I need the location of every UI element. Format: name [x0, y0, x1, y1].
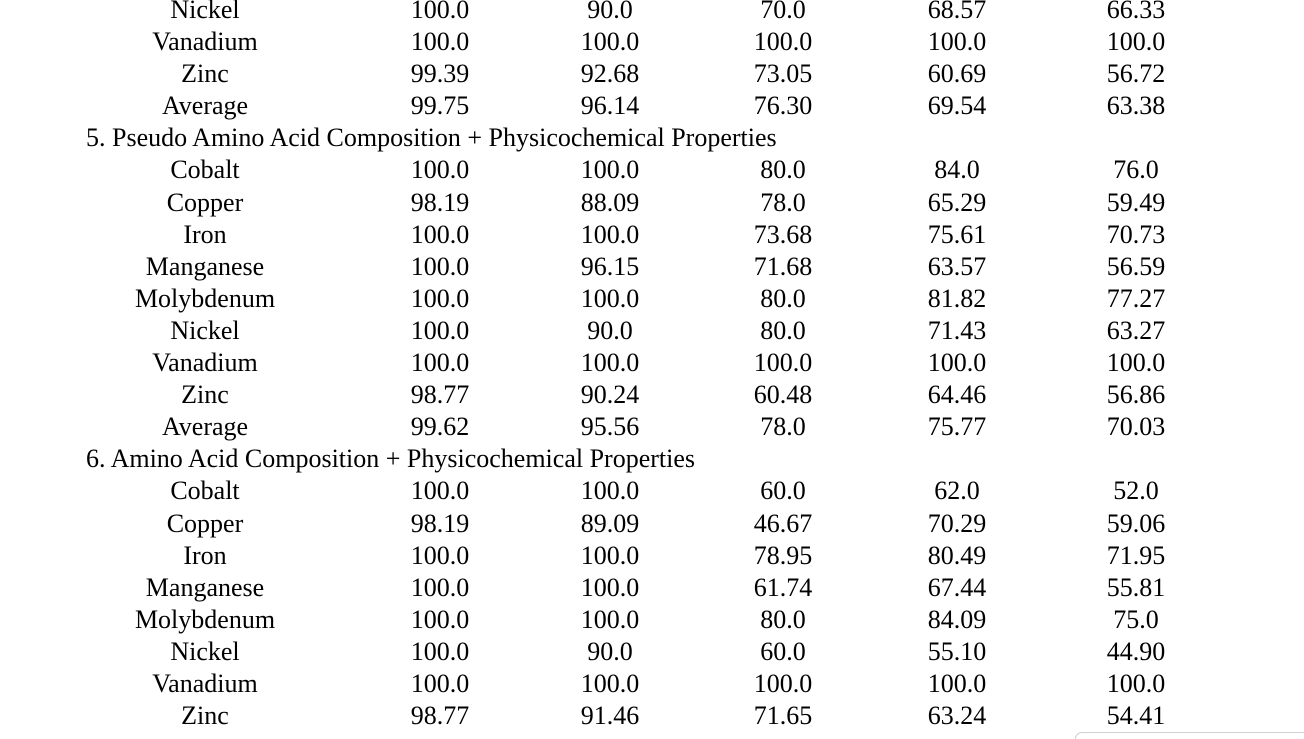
value-cell: 92.68 [580, 59, 640, 89]
table-row [0, 315, 1304, 347]
table-row [0, 604, 1304, 636]
value-cell: 76.0 [1113, 155, 1159, 185]
table-row [0, 540, 1304, 572]
value-cell: 100.0 [927, 348, 987, 378]
metal-name-cell: Average [161, 91, 249, 121]
metal-name-cell: Nickel [170, 0, 240, 24]
value-cell: 100.0 [580, 476, 640, 506]
value-cell: 99.62 [410, 412, 470, 442]
value-cell: 60.0 [760, 636, 806, 666]
value-cell: 75.61 [927, 219, 987, 249]
value-cell: 100.0 [1106, 668, 1166, 698]
value-cell: 89.09 [580, 508, 640, 538]
value-cell: 100.0 [580, 27, 640, 57]
metal-name-cell: Vanadium [152, 348, 258, 378]
value-cell: 100.0 [753, 27, 813, 57]
value-cell: 71.95 [1106, 540, 1166, 570]
value-cell: 96.14 [580, 91, 640, 121]
value-cell: 61.74 [753, 572, 813, 602]
value-cell: 100.0 [580, 155, 640, 185]
metal-name-cell: Iron [183, 219, 227, 249]
value-cell: 100.0 [410, 540, 470, 570]
metal-name-cell: Cobalt [170, 476, 240, 506]
value-cell: 88.09 [580, 187, 640, 217]
metal-name-cell: Average [161, 412, 249, 442]
value-cell: 90.0 [587, 636, 633, 666]
value-cell: 100.0 [580, 283, 640, 313]
table-row [0, 58, 1304, 90]
value-cell: 90.0 [587, 315, 633, 345]
value-cell: 99.75 [410, 91, 470, 121]
value-cell: 75.77 [927, 412, 987, 442]
value-cell: 62.0 [934, 476, 980, 506]
value-cell: 100.0 [1106, 348, 1166, 378]
value-cell: 100.0 [410, 668, 470, 698]
metal-name-cell: Molybdenum [134, 283, 276, 313]
value-cell: 64.46 [927, 380, 987, 410]
metal-name-cell: Nickel [170, 636, 240, 666]
metal-name-cell: Vanadium [152, 27, 258, 57]
value-cell: 90.0 [587, 0, 633, 24]
value-cell: 100.0 [410, 251, 470, 281]
value-cell: 46.67 [753, 508, 813, 538]
table-row [0, 572, 1304, 604]
value-cell: 76.30 [753, 91, 813, 121]
value-cell: 100.0 [927, 668, 987, 698]
value-cell: 73.05 [753, 59, 813, 89]
value-cell: 75.0 [1113, 604, 1159, 634]
value-cell: 100.0 [410, 219, 470, 249]
metal-name-cell: Manganese [145, 572, 265, 602]
table-row [0, 668, 1304, 700]
value-cell: 80.49 [927, 540, 987, 570]
value-cell: 67.44 [927, 572, 987, 602]
metal-name-cell: Cobalt [170, 155, 240, 185]
value-cell: 63.24 [927, 701, 987, 731]
value-cell: 65.29 [927, 187, 987, 217]
table-row [0, 411, 1304, 443]
value-cell: 100.0 [580, 540, 640, 570]
value-cell: 63.38 [1106, 91, 1166, 121]
value-cell: 98.19 [410, 187, 470, 217]
value-cell: 100.0 [410, 283, 470, 313]
value-cell: 100.0 [753, 348, 813, 378]
value-cell: 95.56 [580, 412, 640, 442]
value-cell: 66.33 [1106, 0, 1166, 24]
table-row [0, 187, 1304, 219]
table-row [0, 251, 1304, 283]
scrollbar-track[interactable] [1075, 732, 1304, 739]
value-cell: 80.0 [760, 155, 806, 185]
value-cell: 100.0 [410, 572, 470, 602]
value-cell: 100.0 [927, 27, 987, 57]
value-cell: 68.57 [927, 0, 987, 24]
table-row [0, 219, 1304, 251]
value-cell: 81.82 [927, 283, 987, 313]
metal-name-cell: Copper [166, 508, 244, 538]
value-cell: 99.39 [410, 59, 470, 89]
value-cell: 70.0 [760, 0, 806, 24]
value-cell: 52.0 [1113, 476, 1159, 506]
table-row [0, 0, 1304, 26]
value-cell: 73.68 [753, 219, 813, 249]
value-cell: 55.81 [1106, 572, 1166, 602]
value-cell: 96.15 [580, 251, 640, 281]
table-row [0, 508, 1304, 540]
value-cell: 60.0 [760, 476, 806, 506]
value-cell: 98.77 [410, 380, 470, 410]
value-cell: 70.29 [927, 508, 987, 538]
value-cell: 80.0 [760, 604, 806, 634]
table-row [0, 90, 1304, 122]
metal-name-cell: Manganese [145, 251, 265, 281]
value-cell: 98.19 [410, 508, 470, 538]
value-cell: 100.0 [580, 604, 640, 634]
value-cell: 100.0 [580, 348, 640, 378]
table-row [0, 475, 1304, 507]
value-cell: 100.0 [580, 572, 640, 602]
value-cell: 80.0 [760, 283, 806, 313]
table-row [0, 283, 1304, 315]
value-cell: 90.24 [580, 380, 640, 410]
value-cell: 63.27 [1106, 315, 1166, 345]
metal-name-cell: Molybdenum [134, 604, 276, 634]
value-cell: 59.06 [1106, 508, 1166, 538]
metal-name-cell: Nickel [170, 315, 240, 345]
value-cell: 100.0 [753, 668, 813, 698]
value-cell: 78.95 [753, 540, 813, 570]
value-cell: 77.27 [1106, 283, 1166, 313]
value-cell: 100.0 [580, 668, 640, 698]
value-cell: 98.77 [410, 701, 470, 731]
value-cell: 44.90 [1106, 636, 1166, 666]
table-row [0, 347, 1304, 379]
metal-name-cell: Iron [183, 540, 227, 570]
section-title: 5. Pseudo Amino Acid Composition + Physicochemical Properties [86, 123, 777, 153]
value-cell: 78.0 [760, 187, 806, 217]
value-cell: 91.46 [580, 701, 640, 731]
value-cell: 70.73 [1106, 219, 1166, 249]
value-cell: 71.68 [753, 251, 813, 281]
value-cell: 56.72 [1106, 59, 1166, 89]
value-cell: 100.0 [410, 636, 470, 666]
table-row [0, 636, 1304, 668]
table-row [0, 379, 1304, 411]
value-cell: 55.10 [927, 636, 987, 666]
value-cell: 100.0 [410, 155, 470, 185]
value-cell: 100.0 [580, 219, 640, 249]
value-cell: 84.0 [934, 155, 980, 185]
value-cell: 100.0 [410, 315, 470, 345]
value-cell: 56.86 [1106, 380, 1166, 410]
value-cell: 84.09 [927, 604, 987, 634]
value-cell: 56.59 [1106, 251, 1166, 281]
value-cell: 59.49 [1106, 187, 1166, 217]
section-heading [0, 122, 1304, 154]
value-cell: 100.0 [410, 0, 470, 24]
value-cell: 100.0 [410, 348, 470, 378]
section-heading [0, 443, 1304, 475]
value-cell: 100.0 [410, 604, 470, 634]
table-row [0, 700, 1304, 732]
value-cell: 71.65 [753, 701, 813, 731]
table-row [0, 154, 1304, 186]
value-cell: 78.0 [760, 412, 806, 442]
value-cell: 70.03 [1106, 412, 1166, 442]
value-cell: 71.43 [927, 315, 987, 345]
metal-name-cell: Copper [166, 187, 244, 217]
metal-name-cell: Zinc [181, 59, 229, 89]
value-cell: 100.0 [410, 27, 470, 57]
value-cell: 69.54 [927, 91, 987, 121]
metal-name-cell: Vanadium [152, 668, 258, 698]
metal-name-cell: Zinc [181, 701, 229, 731]
value-cell: 100.0 [1106, 27, 1166, 57]
section-title: 6. Amino Acid Composition + Physicochemical Properties [86, 444, 696, 474]
value-cell: 60.48 [753, 380, 813, 410]
metal-name-cell: Zinc [181, 380, 229, 410]
value-cell: 60.69 [927, 59, 987, 89]
value-cell: 100.0 [410, 476, 470, 506]
value-cell: 63.57 [927, 251, 987, 281]
value-cell: 80.0 [760, 315, 806, 345]
value-cell: 54.41 [1106, 701, 1166, 731]
table-row [0, 26, 1304, 58]
